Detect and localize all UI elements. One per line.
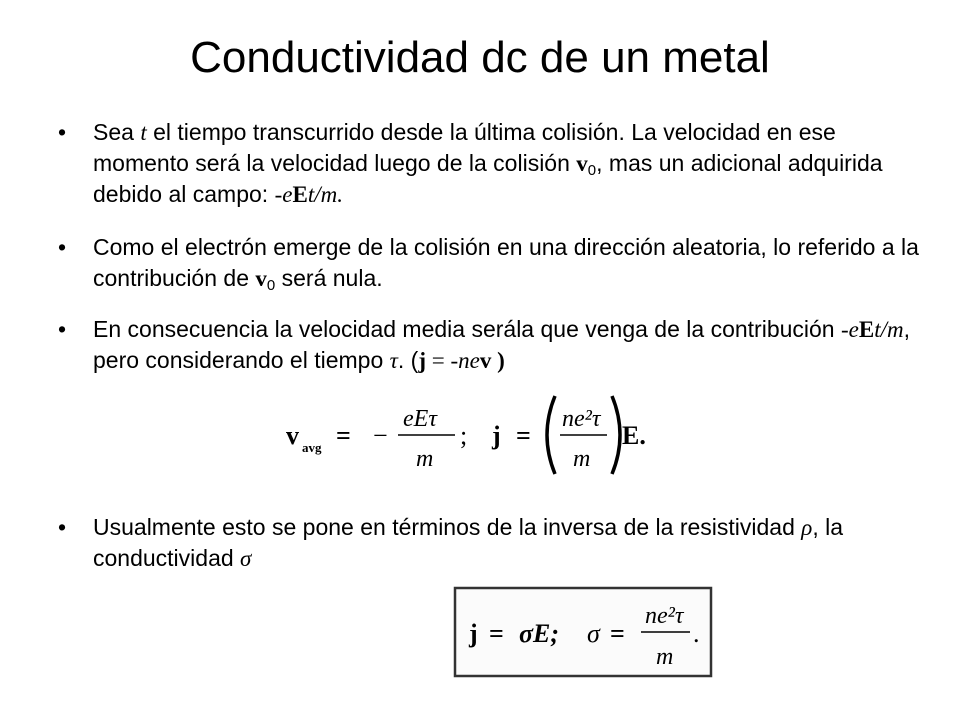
eq2-dot: . <box>693 619 700 648</box>
eq-num2: ne²τ <box>562 406 601 432</box>
bullet-dot: • <box>58 234 67 260</box>
bullet-dot: • <box>58 316 67 342</box>
eq-num1: eEτ <box>403 406 437 432</box>
eq-E: E. <box>622 421 646 450</box>
eq2-equals-2: = <box>610 619 625 648</box>
rho-symbol: ρ <box>801 515 813 540</box>
slide-title: Conductividad dc de un metal <box>190 33 770 82</box>
current-relation: j = -nev ) <box>418 348 505 373</box>
bullet-dot: • <box>58 514 67 540</box>
equation-conductivity-box <box>453 586 713 678</box>
eq-den1: m <box>416 446 434 472</box>
eq-v: v <box>286 421 299 450</box>
bullet-3 <box>58 314 938 376</box>
eq2-num: ne²τ <box>645 603 684 629</box>
right-paren <box>612 396 620 474</box>
eq-den2: m <box>573 446 591 472</box>
bullet-1-text: Sea t el tiempo transcurrido desde la última colisión. La velocidad en ese momento será la velocidad luego de la colisión $v_0$, mas un adicional adquirida debido al campo: -eEt/m. <box>93 119 883 207</box>
eq2-den: m <box>656 644 674 670</box>
bullet-4 <box>58 512 938 574</box>
left-paren <box>547 396 555 474</box>
bullet-2 <box>58 232 938 294</box>
sigma-symbol: σ <box>240 546 252 571</box>
eq-semicolon: ; <box>460 421 468 450</box>
bullet-3-text: En consecuencia la velocidad media serála que venga de la contribución -eEt/m, pero considerando el tiempo τ. (j = -nev ) <box>93 316 910 373</box>
bullet-4-text: Usualmente esto se pone en términos de la inversa de la resistividad ρ, la conductividad σ <box>93 514 844 571</box>
bullet-1 <box>58 117 938 210</box>
eq-equals: = <box>336 421 351 450</box>
eq-v-sub: avg <box>302 440 322 455</box>
field-term: -eEt/m. <box>274 182 343 207</box>
eq2-sigma: σ <box>587 619 600 648</box>
eq-j: j <box>492 421 501 450</box>
bullet-dot: • <box>58 119 67 145</box>
eq2-equals: = <box>489 619 504 648</box>
field-term: -eEt/m <box>840 317 904 342</box>
eq2-j: j <box>469 619 478 648</box>
time-symbol: t <box>140 120 147 145</box>
velocity-symbol: v <box>255 266 267 291</box>
eq-equals-2: = <box>516 421 531 450</box>
tau-symbol: τ <box>389 348 398 373</box>
eq-minus: − <box>373 421 388 450</box>
bullet-2-text: Como el electrón emerge de la colisión en una dirección aleatoria, lo referido a la contribución de $v_0$ será nula. <box>93 234 919 294</box>
eq2-sigmaE: σE; <box>519 619 560 648</box>
equation-velocity-current <box>280 390 660 480</box>
velocity-symbol: v <box>576 151 588 176</box>
